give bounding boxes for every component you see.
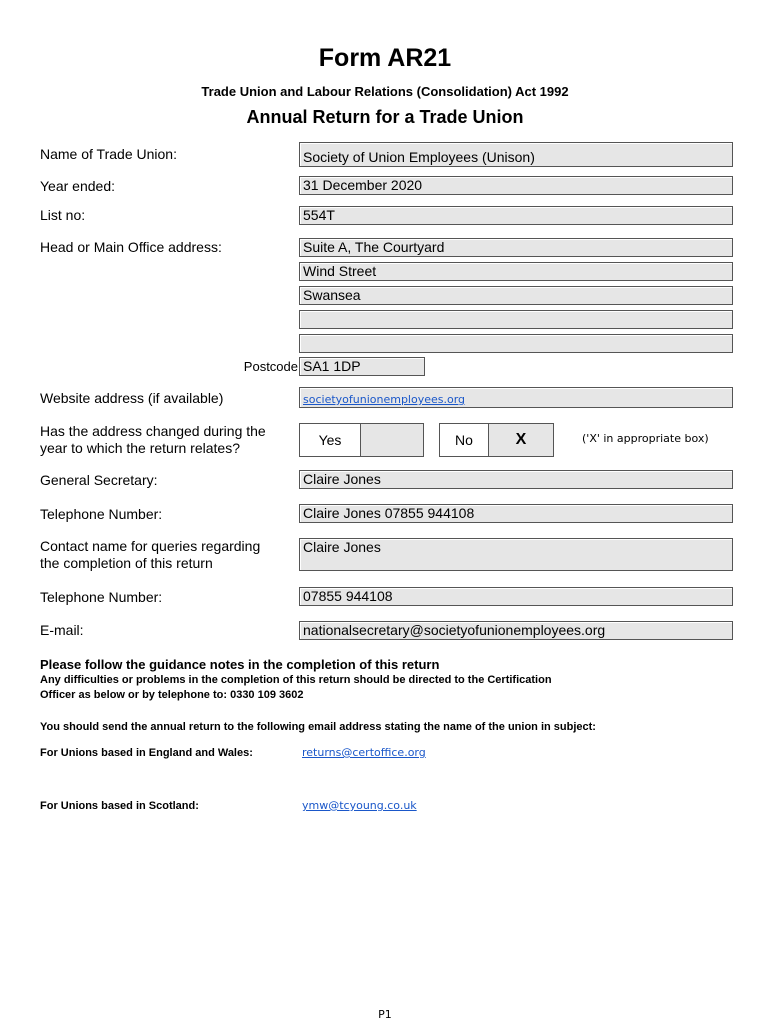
general-secretary-label: General Secretary: — [40, 472, 158, 488]
website-label: Website address (if available) — [40, 390, 224, 406]
email-field[interactable]: nationalsecretary@societyofunionemployees.org — [299, 621, 733, 640]
checkbox-hint: ('X' in appropriate box) — [582, 432, 709, 445]
guidance-heading: Please follow the guidance notes in the completion of this return — [40, 657, 440, 672]
email-label: E-mail: — [40, 622, 84, 638]
contact-field[interactable]: Claire Jones — [299, 538, 733, 571]
send-instruction: You should send the annual return to the following email address stating the name of the union in subject: — [40, 721, 596, 733]
no-checkbox[interactable]: X — [488, 423, 554, 457]
website-field[interactable] — [299, 387, 733, 408]
telephone-field-2[interactable]: 07855 944108 — [299, 587, 733, 606]
act-title: Trade Union and Labour Relations (Consolidation) Act 1992 — [201, 84, 569, 99]
guidance-line-1: Any difficulties or problems in the completion of this return should be directed to the Certification — [40, 674, 552, 686]
year-ended-label: Year ended: — [40, 178, 115, 194]
address-line-3[interactable]: Swansea — [299, 286, 733, 305]
address-changed-label-1: Has the address changed during the — [40, 423, 266, 439]
address-changed-label-2: year to which the return relates? — [40, 440, 240, 456]
address-label: Head or Main Office address: — [40, 239, 222, 255]
yes-label: Yes — [299, 423, 361, 457]
form-subtitle: Annual Return for a Trade Union — [246, 107, 524, 127]
union-name-field[interactable]: Society of Union Employees (Unison) — [299, 142, 733, 167]
general-secretary-field[interactable]: Claire Jones — [299, 470, 733, 489]
scotland-label: For Unions based in Scotland: — [40, 800, 199, 812]
year-ended-field[interactable]: 31 December 2020 — [299, 176, 733, 195]
no-label: No — [439, 423, 489, 457]
england-label: For Unions based in England and Wales: — [40, 747, 253, 759]
postcode-field[interactable]: SA1 1DP — [299, 357, 425, 376]
england-email-link[interactable]: returns@certoffice.org — [302, 746, 426, 759]
scotland-email-link[interactable]: ymw@tcyoung.co.uk — [302, 799, 417, 812]
yes-checkbox[interactable] — [360, 423, 424, 457]
list-no-field[interactable]: 554T — [299, 206, 733, 225]
list-no-label: List no: — [40, 207, 86, 223]
address-line-5[interactable] — [299, 334, 733, 353]
form-title: Form AR21 — [318, 44, 452, 72]
postcode-label: Postcode — [243, 359, 298, 374]
address-line-2[interactable]: Wind Street — [299, 262, 733, 281]
contact-label-1: Contact name for queries regarding — [40, 538, 261, 554]
union-name-label: Name of Trade Union: — [40, 146, 177, 162]
guidance-line-2: Officer as below or by telephone to: 0330 109 3602 — [40, 689, 304, 701]
telephone-label-2: Telephone Number: — [40, 589, 163, 605]
address-line-4[interactable] — [299, 310, 733, 329]
address-line-1[interactable]: Suite A, The Courtyard — [299, 238, 733, 257]
telephone-field-1[interactable]: Claire Jones 07855 944108 — [299, 504, 733, 523]
contact-label-2: the completion of this return — [40, 555, 213, 571]
telephone-label-1: Telephone Number: — [40, 506, 163, 522]
website-link[interactable]: societyofunionemployees.org — [303, 393, 466, 406]
page-number: P1 — [378, 1008, 392, 1021]
